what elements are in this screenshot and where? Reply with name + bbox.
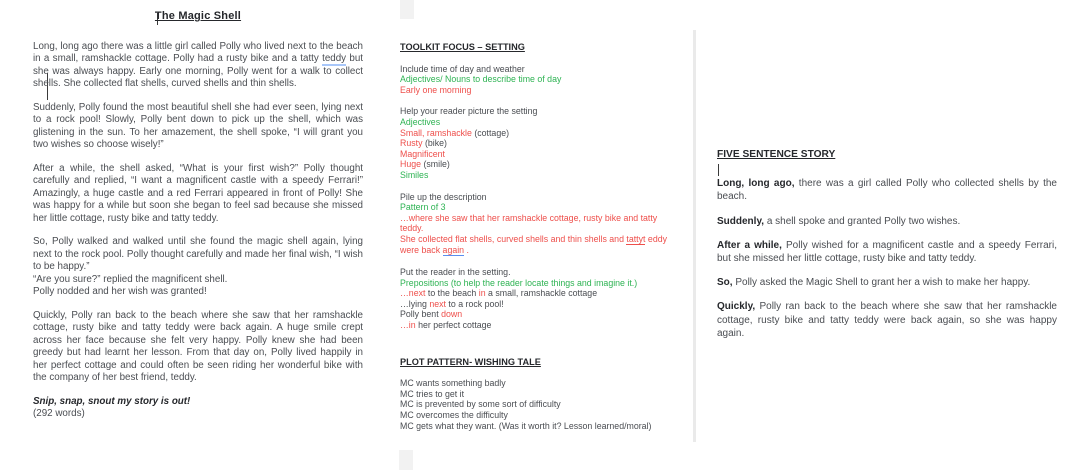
toolkit-put-section[interactable] — [400, 267, 668, 331]
adjective-word: Huge — [400, 159, 422, 170]
toolkit-line-green[interactable]: Pattern of 3 — [400, 202, 446, 213]
toolkit-adjective-item[interactable] — [400, 159, 668, 170]
preposition-word: …next — [400, 288, 426, 299]
five-sentence-heading[interactable]: FIVE SENTENCE STORY — [717, 149, 836, 160]
toolkit-example-red[interactable] — [400, 234, 668, 255]
preposition-word: next — [429, 298, 446, 309]
sentence-opener: After a while, — [717, 239, 782, 251]
sentence-body: there was a girl called Polly who collected shells by the beach. — [717, 178, 1057, 203]
toolkit-example-mixed[interactable] — [400, 288, 668, 299]
toolkit-line-green[interactable]: Adjectives — [400, 116, 441, 127]
preposition-word: in — [478, 288, 486, 299]
toolkit-line-green[interactable]: Similes — [400, 169, 429, 180]
preposition-word: down — [441, 309, 463, 320]
plot-pattern-item[interactable]: MC overcomes the difficulty — [400, 410, 508, 421]
story-paragraph[interactable]: After a while, the shell asked, “What is your first wish?” Polly thought carefully and replied, “I want a magnificent castle with a speedy Ferrari!” Amazingly, a huge castle and a red Ferrari appeared in front of Polly! She was happy for a while but soon she began to feel sad because she missed her little cottage, rusty bike and tatty teddy. — [33, 162, 363, 224]
story-text-segment: but she was always happy. Early one morning, Polly went for a walk to collect shells. She collected flat shells, curved shells and thin shells. — [33, 53, 364, 89]
sentence-body: a shell spoke and granted Polly two wishes. — [764, 215, 961, 227]
five-sentence[interactable] — [717, 177, 1057, 203]
sentence-body: Polly wished for a magnificent castle and a speedy Ferrari, but she missed her little cottage, rusty bike and tatty teddy. — [717, 239, 1057, 265]
toolkit-example-mixed[interactable] — [400, 299, 668, 310]
toolkit-line-red[interactable]: Early one morning — [400, 84, 472, 95]
five-sentence[interactable] — [717, 215, 1057, 228]
story-document-page[interactable] — [33, 10, 363, 421]
story-paragraph[interactable] — [33, 236, 363, 299]
sentence-opener: Quickly, — [717, 301, 756, 313]
story-paragraph[interactable] — [33, 41, 363, 91]
example-text: a small, ramshackle cottage — [485, 288, 598, 299]
adjective-noun: (bike) — [422, 138, 447, 149]
example-text: She collected flat shells, curved shells and thin shells and — [400, 233, 627, 244]
example-text: . — [464, 244, 469, 255]
adjective-noun: (smile) — [421, 159, 450, 170]
five-sentence-story-page[interactable] — [717, 148, 1057, 351]
adjective-word: Magnificent — [400, 148, 445, 159]
toolkit-line[interactable]: Pile up the description — [400, 191, 487, 202]
story-text-segment: Polly nodded and her wish was granted! — [33, 286, 207, 297]
sentence-opener: Suddenly, — [717, 215, 765, 227]
plot-pattern-heading[interactable]: PLOT PATTERN- WISHING TALE — [400, 356, 541, 367]
spellcheck-flagged-word[interactable]: tattyt — [626, 233, 646, 244]
toolkit-line[interactable]: Include time of day and weather — [400, 63, 525, 74]
story-paragraph[interactable]: Quickly, Polly ran back to the beach where she saw that her ramshackle cottage, rusty bike and tatty teddy were back again. A huge smile crept across her face because she felt very happy. Polly knew she had been greedy but had learnt her lesson. From that day on, Polly lived happily in her perfect cottage and could often be seen riding her wonderful bike with the company of her best friend, teddy. — [33, 309, 363, 383]
page-gap-top — [400, 0, 414, 19]
toolkit-example-red[interactable]: …where she saw that her ramshackle cottage, rusty bike and tatty teddy. — [400, 212, 658, 234]
toolkit-example-mixed[interactable] — [400, 309, 668, 320]
grammar-flagged-word[interactable]: again — [442, 244, 465, 255]
toolkit-picture-section[interactable] — [400, 106, 668, 180]
toolkit-example-mixed[interactable] — [400, 320, 668, 331]
sentence-body: Polly asked the Magic Shell to grant her a wish to make her happy. — [732, 277, 1031, 289]
page-gap-bottom — [399, 450, 413, 470]
toolkit-adjective-item[interactable] — [400, 128, 668, 139]
story-text-segment: “Are you sure?” replied the magnificent shell. — [33, 273, 228, 285]
toolkit-time-section[interactable] — [400, 64, 668, 96]
example-text: to the beach — [425, 288, 479, 299]
spellcheck-flagged-word[interactable]: teddy — [322, 53, 347, 64]
story-text-segment: Long, long ago there was a little girl called Polly who lived next to the beach in a small, ramshackle cottage. Polly had a rusty bike and a tatty — [33, 40, 363, 64]
sentence-body: Polly ran back to the beach where she saw that her ramshackle cottage, rusty bike and tatty teddy were back again, so she was happy again. — [717, 301, 1057, 339]
example-text: to a rock pool! — [445, 298, 504, 309]
example-text: her perfect cottage — [415, 320, 492, 331]
toolkit-pile-section[interactable] — [400, 192, 668, 256]
toolkit-line-green[interactable]: Prepositions (to help the reader locate things and imagine it.) — [400, 277, 638, 288]
toolkit-adjective-item[interactable] — [400, 149, 668, 160]
example-text: eddy were back — [400, 233, 668, 255]
plot-pattern-section[interactable] — [400, 357, 668, 432]
toolkit-adjective-item[interactable] — [400, 138, 668, 149]
toolkit-heading[interactable]: TOOLKIT FOCUS – SETTING — [400, 42, 525, 52]
five-sentence[interactable] — [717, 276, 1057, 289]
plot-pattern-item[interactable]: MC is prevented by some sort of difficulty — [400, 399, 561, 410]
five-sentence[interactable] — [717, 300, 1057, 340]
story-paragraph[interactable]: Suddenly, Polly found the most beautiful shell she had ever seen, lying next to a rock pool! Slowly, Polly bent down to pick up the shell, which was glistening in the sun. To her amazement, the shell spoke, “I will grant you two wishes so choose wisely!” — [33, 101, 363, 150]
plot-pattern-item[interactable]: MC gets what they want. (Was it worth it? Lesson learned/moral) — [400, 420, 652, 431]
plot-pattern-item[interactable]: MC tries to get it — [400, 388, 465, 399]
story-word-count[interactable]: (292 words) — [33, 408, 85, 419]
toolkit-line-green[interactable]: Adjectives/ Nouns to describe time of day — [400, 74, 562, 85]
toolkit-line[interactable]: Put the reader in the setting. — [400, 267, 511, 278]
example-text: Polly bent — [400, 309, 442, 320]
adjective-word: Small, ramshackle — [400, 127, 472, 138]
five-sentence[interactable] — [717, 239, 1057, 265]
preposition-word: …in — [400, 320, 416, 331]
adjective-noun: (cottage) — [471, 127, 510, 138]
toolkit-line[interactable]: Help your reader picture the setting — [400, 106, 538, 117]
plot-pattern-item[interactable]: MC wants something badly — [400, 378, 506, 389]
example-text: …lying — [400, 298, 430, 309]
story-signoff[interactable]: Snip, snap, snout my story is out! — [33, 395, 191, 407]
page-divider — [693, 30, 696, 442]
sentence-opener: So, — [717, 277, 733, 289]
sentence-opener: Long, long ago, — [717, 178, 795, 190]
story-text-segment: So, Polly walked and walked until she found the magic shell again, lying next to the rock pool. Polly thought carefully and made her final wish, “I wish to be happy.” — [33, 236, 363, 272]
story-title[interactable]: The Magic Shell — [154, 10, 242, 22]
toolkit-notes-column[interactable] — [400, 42, 668, 431]
adjective-word: Rusty — [400, 138, 423, 149]
